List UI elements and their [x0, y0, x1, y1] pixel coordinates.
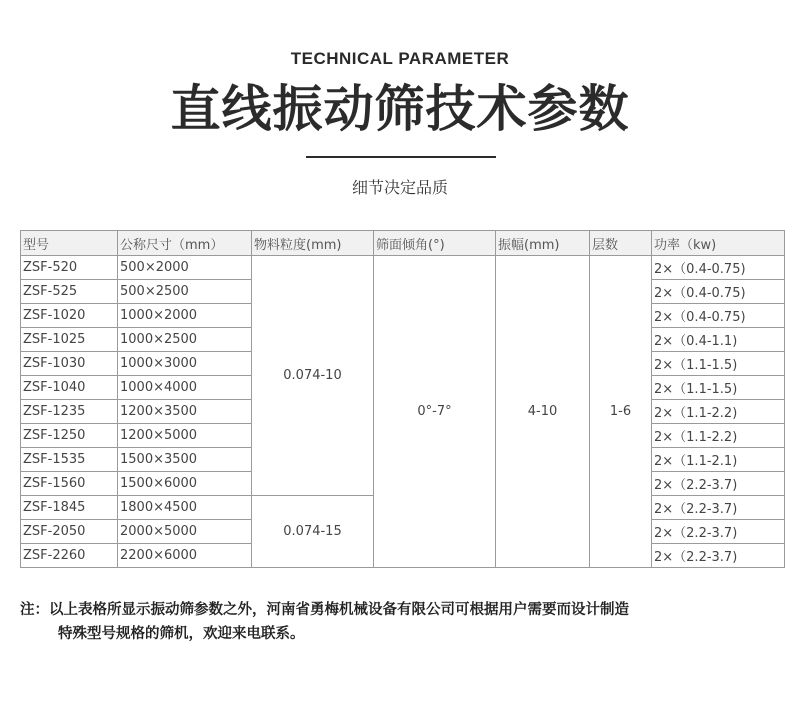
cell-model: ZSF-1020 — [21, 304, 118, 328]
header-granularity: 物料粒度(mm) — [252, 231, 374, 256]
cell-size: 1000×2000 — [118, 304, 252, 328]
cell-model: ZSF-2260 — [21, 544, 118, 568]
cell-size: 1000×2500 — [118, 328, 252, 352]
cell-model: ZSF-520 — [21, 256, 118, 280]
header-model: 型号 — [21, 231, 118, 256]
cell-power: 2×（0.4-0.75) — [652, 304, 785, 328]
cell-size: 1500×6000 — [118, 472, 252, 496]
cell-model: ZSF-1235 — [21, 400, 118, 424]
cell-incline: 0°-7° — [374, 256, 496, 568]
cell-size: 2000×5000 — [118, 520, 252, 544]
cell-power: 2×（1.1-2.2) — [652, 424, 785, 448]
cell-size: 1200×5000 — [118, 424, 252, 448]
cell-layers: 1-6 — [590, 256, 652, 568]
cell-model: ZSF-1040 — [21, 376, 118, 400]
parameter-table — [20, 230, 785, 568]
cell-model: ZSF-1535 — [21, 448, 118, 472]
header-incline: 筛面倾角(°) — [374, 231, 496, 256]
footnote-line-1: 注：以上表格所显示振动筛参数之外，河南省勇梅机械设备有限公司可根据用户需要而设计制造 — [20, 602, 629, 618]
cell-model: ZSF-1250 — [21, 424, 118, 448]
title-divider — [306, 156, 496, 158]
cell-model: ZSF-1560 — [21, 472, 118, 496]
header-layers: 层数 — [590, 231, 652, 256]
cell-power: 2×（1.1-1.5) — [652, 352, 785, 376]
cell-amplitude: 4-10 — [496, 256, 590, 568]
cell-power: 2×（0.4-0.75) — [652, 280, 785, 304]
cell-power: 2×（2.2-3.7) — [652, 496, 785, 520]
tagline: 细节决定品质 — [351, 178, 448, 197]
cell-power: 2×（1.1-2.2) — [652, 400, 785, 424]
cell-size: 2200×6000 — [118, 544, 252, 568]
header-amplitude: 振幅(mm) — [496, 231, 590, 256]
cell-size: 1500×3500 — [118, 448, 252, 472]
cell-size: 500×2000 — [118, 256, 252, 280]
cell-model: ZSF-1025 — [21, 328, 118, 352]
table-row — [21, 256, 785, 280]
cell-power: 2×（2.2-3.7) — [652, 520, 785, 544]
cell-power: 2×（1.1-2.1) — [652, 448, 785, 472]
cell-granularity-group-a: 0.074-10 — [252, 256, 374, 496]
cell-power: 2×（2.2-3.7) — [652, 472, 785, 496]
english-subtitle: TECHNICAL PARAMETER — [290, 49, 510, 68]
cell-size: 1800×4500 — [118, 496, 252, 520]
cell-power: 2×（0.4-0.75) — [652, 256, 785, 280]
table-header-row — [21, 231, 785, 256]
cell-size: 1000×3000 — [118, 352, 252, 376]
cell-power: 2×（1.1-1.5) — [652, 376, 785, 400]
cell-model: ZSF-2050 — [21, 520, 118, 544]
cell-power: 2×（2.2-3.7) — [652, 544, 785, 568]
cell-granularity-group-b: 0.074-15 — [252, 496, 374, 568]
footnote — [20, 598, 790, 646]
cell-size: 1000×4000 — [118, 376, 252, 400]
cell-size: 1200×3500 — [118, 400, 252, 424]
footnote-line-2: 特殊型号规格的筛机，欢迎来电联系。 — [58, 626, 305, 642]
cell-size: 500×2500 — [118, 280, 252, 304]
header-power: 功率（kw) — [652, 231, 785, 256]
cell-power: 2×（0.4-1.1) — [652, 328, 785, 352]
cell-model: ZSF-1030 — [21, 352, 118, 376]
header-size: 公称尺寸（mm） — [118, 231, 252, 256]
cell-model: ZSF-525 — [21, 280, 118, 304]
page-title: 直线振动筛技术参数 — [170, 80, 630, 138]
cell-model: ZSF-1845 — [21, 496, 118, 520]
